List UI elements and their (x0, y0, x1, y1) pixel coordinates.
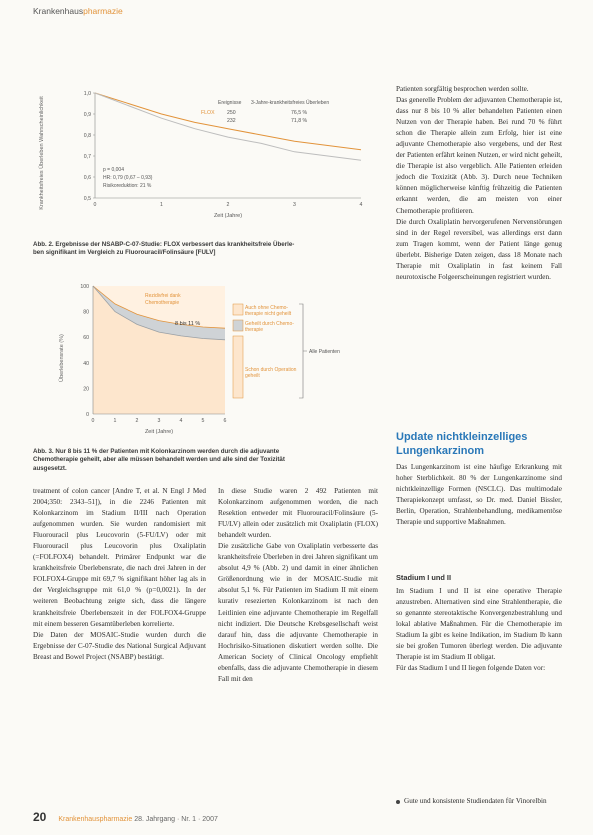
chart2-ytick-label: 20 (83, 386, 89, 393)
chart2-label-rezidivfrei-l1: Rezidivfrei dank (145, 293, 181, 299)
chart1-xlabel: Zeit (Jahre) (213, 213, 243, 219)
chart2-xtick-label: 4 (179, 418, 183, 424)
chart2-box3-swatch (233, 336, 243, 398)
chart1-xtick-label: 0 (93, 202, 97, 208)
chart2-bracket (299, 304, 307, 398)
footer (33, 810, 218, 824)
list-item (396, 796, 562, 807)
header-part2: pharmazie (83, 6, 123, 16)
chart2-box1 (245, 305, 292, 317)
header-part1: Krankenhaus (33, 6, 84, 16)
chart1-legend-row2-events: 232 (227, 118, 236, 124)
chart2-box2-l1: Geheilt durch Chemo- (245, 321, 294, 327)
chart1-ytick-label: 0,5 (83, 196, 91, 202)
chart2-ylabel: Überlebensrate (%) (59, 334, 65, 382)
footer-issue: 28. Jahrgang · Nr. 1 · 2007 (134, 816, 218, 823)
column-2-text: In diese Studie waren 2 492 Patienten mit Kolonkarzinom aufgenommen worden, die nach Resektion entweder mit Fluorouracil/Folinsäure (5-FU/LV) allein oder zusätzlich mit Oxaliplatin (FLOX) behandelt wurden. Die zusätzliche Gabe von Oxaliplatin verbesserte das krankheitsfreie Überleben in drei Jahren signifikant um absolut 4,9 % (Abb. 2) und damit in einer ähnlichen Größenordnung wie in der MOSAIC-Studie mit absolut 5,1 %. Für Patienten im Stadium II mit einem kurativ resezierten Kolonkarzinom ist nach den Leitlinien eine adjuvante Chemotherapie im Regelfall nicht indiziert. Die Deutsche Krebsgesellschaft weist darauf hin, dass die adjuvante Chemotherapie in Hochrisiko-Situationen diskutiert werden sollte. Die American Society of Clinical Oncology empfiehlt ebenfalls, dass die adjuvante Chemotherapie in diesem Fall mit den (218, 487, 378, 683)
chart1-xtick-label: 3 (293, 202, 296, 208)
chart2-ytick-label: 40 (83, 360, 89, 367)
column-3-text-3: Im Stadium I und II ist eine operative Therapie anzustreben. Alternativen sind eine Strahlentherapie, die so genannte stereotaktische Konvergenzbestrahlung und lokal ablative Maßnahmen. Für die Chemotherapie im Stadium Ia gibt es keine Indikation, im Stadium Ib kann sie bei großen Tumoren überlegt werden. Die adjuvante Therapie ist im Stadium II obligat. Für das Stadium I und II liegen folgende Daten vor: (396, 587, 562, 673)
chart1-ylabel: Krankheitsfreies Überleben Wahrscheinlichkeit (39, 96, 45, 210)
chart2-label-rezidivfrei-l2: Chemotherapie (145, 300, 180, 306)
chart1-legend-row1-events: 250 (227, 110, 236, 116)
chart-2 (33, 278, 378, 443)
subheading-stadium: Stadium I und II (396, 573, 452, 582)
list-item-text: Gute und konsistente Studiendaten für Vinorelbin (404, 797, 547, 805)
chart2-ytick-label: 0 (86, 412, 89, 418)
chart2-box2 (245, 321, 294, 333)
chart1-xticks (94, 202, 363, 208)
chart1-ytick-label: 1,0 (83, 91, 91, 97)
chart2-xtick-label: 3 (157, 418, 161, 424)
chart2-label-rezidivfrei (145, 293, 181, 306)
chart1-stat-hr: HR: 0,79 (0,67 – 0,93) (103, 175, 153, 181)
chart1-stat-p: p = 0,004 (103, 167, 124, 173)
chart1-xtick-label: 2 (226, 202, 230, 208)
chart2-xlabel: Zeit (Jahre) (144, 429, 174, 435)
chart2-box2-swatch (233, 320, 243, 331)
chart2-yticks (80, 284, 89, 418)
section-heading: Update nichtkleinzelliges Lungenkarzinom (396, 431, 528, 457)
chart2-xtick-label: 2 (135, 418, 139, 424)
bullet-icon (396, 800, 400, 804)
chart2-xticks (92, 418, 227, 424)
chart2-box3-l1: Schon durch Operation (245, 367, 297, 373)
chart1-ytick-label: 0,7 (83, 154, 91, 160)
chart2-ytick-label: 100 (80, 284, 89, 290)
chart1-legend-row2-dfs: 71,8 % (291, 118, 308, 124)
chart1-ytick-label: 0,9 (83, 112, 91, 118)
page-number: 20 (33, 810, 47, 824)
chart2-box3-l2: geheilt (245, 373, 260, 379)
column-1-text: treatment of colon cancer [Andre T, et al. N Engl J Med 2004;350: 2343–51]), in die 2246 Patienten mit Kolonkarzinom im Stadium II/III nach Operation aufgenommen wurden. Sie wurden randomisiert mit Fluorouracil plus Leucovorin (5-FU/LV) oder mit Fluorouracil plus Leucovorin plus Oxaliplatin (=FOLFOX4) behandelt. Primärer Endpunkt war die krankheitsfreie Überlebensrate, die nach drei Jahren in der FOLFOX4-Gruppe mit 69,7 % signifikant höher lag als in der Vergleichsgruppe mit 61,0 % (p=0,0021). In der weiteren Beobachtung zeigte sich, dass die längere krankheitsfreie Überlebenszeit in der FOLFOX4-Gruppe mit einem besseren Gesamtüberleben korrelierte. Die Daten der MOSAIC-Studie wurden durch die Ergebnisse der C-07-Studie des National Surgical Adjuvant Breast and Bowel Project (NSABP) bestätigt. (33, 487, 206, 661)
column-3-text-2: Das Lungenkarzinom ist eine häufige Erkrankung mit hoher Sterblichkeit. 80 % der Lungenkarzinome sind nichtkleinzellige Formen (NSCLC). Das multimodale Therapiekonzept umfasst, so Dr. med. Daniel Bissler, Berlin, Operation, Strahlenbehandlung, medikamentöse Therapie und supportive Maßnahmen. (396, 463, 562, 527)
chart1-xtick-label: 1 (160, 202, 163, 208)
chart1-xtick-label: 4 (359, 202, 363, 208)
figure-2-caption: Abb. 2. Ergebnisse der NSABP-C-07-Studie: FLOX verbessert das krankheitsfreie Überle- ben signifikant im Vergleich zu Fluorouracil/Folinsäure [FULV] (33, 241, 295, 257)
chart2-xtick-label: 5 (201, 418, 205, 424)
chart2-box3 (245, 367, 297, 379)
figure-3-caption: Abb. 3. Nur 8 bis 11 % der Patienten mit Kolonkarzinom werden durch die adjuvante Chemotherapie geheilt, aber alle müssen behandelt werden und alle sind der Toxizität ausgesetzt. (33, 448, 285, 472)
chart2-box2-l2: therapie (245, 327, 264, 333)
chart-1 (33, 88, 378, 236)
chart2-box1-l1: Auch ohne Chemo- (245, 305, 289, 311)
chart2-box1-l2: therapie nicht geheilt (245, 311, 292, 317)
chart2-xtick-label: 1 (113, 418, 117, 424)
chart1-stat-rr: Risikoreduktion: 21 % (103, 183, 152, 189)
chart1-legend-row1-name: FLOX (201, 110, 215, 116)
chart2-xtick-label: 0 (91, 418, 95, 424)
running-header (33, 6, 123, 16)
chart2-ytick-label: 60 (83, 335, 89, 342)
chart1-ytick-label: 0,6 (83, 175, 91, 181)
chart1-legend-row1-dfs: 76,5 % (291, 110, 308, 116)
chart2-xtick-label: 6 (223, 418, 227, 424)
chart2-ytick-label: 80 (83, 309, 89, 316)
chart2-label-mid: 8 bis 11 % (175, 321, 201, 327)
chart1-legend-head-2: 3-Jahre-krankheitsfreies Überleben (251, 100, 330, 106)
chart1-legend-head-1: Ereignisse (218, 100, 242, 106)
column-3-text: Patienten sorgfältig besprochen werden sollte. Das generelle Problem der adjuvanten Chemotherapie ist, dass nur 8 bis 10 % aller behandelten Patienten einen Nutzen von der Therapie haben. Bei rund 70 % führt schon die Therapie allein zum Erfolg, hier ist eine adjuvante Chemotherapie also vergebens, und der Rest der Patienten erfährt keinen Nutzen, er wird nicht geheilt, die Therapie ist also vergeblich. Alle Patienten erleiden jedoch die Toxizität (Abb. 3). Durch neue Techniken können möglicherweise künftig frühzeitig die Patienten erkannt werden, die am meisten von einer Chemotherapie profitieren. Die durch Oxaliplatin hervorgerufenen Nervenstörungen sind in der Regel reversibel, was allerdings erst dann zum Tragen kommt, wenn der Patient länge genug überlebt. Bisherige Daten zeigen, dass 18 Monate nach Therapie mit Oxaliplatin in fast keinem Fall neurotoxische Folgeerscheinungen registriert wurden. (396, 85, 562, 281)
chart2-bracket-label: Alle Patienten (309, 349, 340, 355)
chart1-ytick-label: 0,8 (83, 133, 91, 139)
chart2-box1-swatch (233, 304, 243, 315)
chart1-yticks (84, 91, 95, 202)
footer-journal: Krankenhauspharmazie (58, 816, 133, 823)
